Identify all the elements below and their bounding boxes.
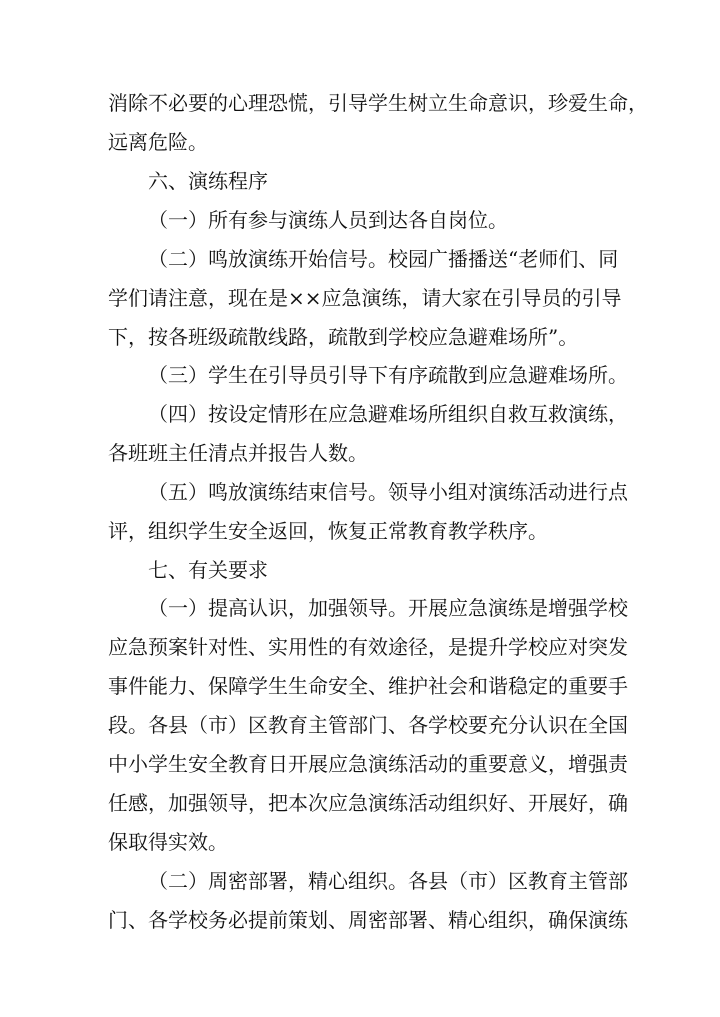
text-line: 段。各县（市）区教育主管部门、各学校要充分认识在全国 (108, 713, 628, 737)
text-line: 消除不必要的心理恐慌，引导学生树立生命意识，珍爱生命， (108, 91, 648, 115)
text-line: 保取得实效。 (108, 830, 228, 854)
text-line: （三）学生在引导员引导下有序疏散到应急避难场所。 (148, 363, 628, 387)
text-line: 任感，加强领导，把本次应急演练活动组织好、开展好，确 (108, 791, 628, 815)
text-line: 各班班主任清点并报告人数。 (108, 441, 368, 465)
text-line: （一）提高认识，加强领导。开展应急演练是增强学校 (148, 596, 628, 620)
text-line: （四）按设定情形在应急避难场所组织自救互救演练， (148, 402, 628, 426)
text-line: 评，组织学生安全返回，恢复正常教育教学秩序。 (108, 519, 548, 543)
text-line: 事件能力、保障学生生命安全、维护社会和谐稳定的重要手 (108, 674, 628, 698)
text-line: 门、各学校务必提前策划、周密部署、精心组织，确保演练 (108, 908, 628, 932)
text-line: （一）所有参与演练人员到达各自岗位。 (148, 208, 508, 232)
text-line: 远离危险。 (108, 130, 208, 154)
text-line: 下，按各班级疏散线路，疏散到学校应急避难场所”。 (108, 325, 579, 349)
text-line: （二）周密部署，精心组织。各县（市）区教育主管部 (148, 869, 628, 893)
section-heading: 六、演练程序 (148, 169, 268, 193)
text-line: （五）鸣放演练结束信号。领导小组对演练活动进行点 (148, 480, 628, 504)
section-heading: 七、有关要求 (148, 558, 268, 582)
text-line: （二）鸣放演练开始信号。校园广播播送“老师们、同 (148, 247, 619, 271)
text-line: 中小学生安全教育日开展应急演练活动的重要意义，增强责 (108, 752, 628, 776)
text-line: 学们请注意，现在是××应急演练，请大家在引导员的引导 (108, 286, 622, 310)
text-line: 应急预案针对性、实用性的有效途径，是提升学校应对突发 (108, 635, 628, 659)
